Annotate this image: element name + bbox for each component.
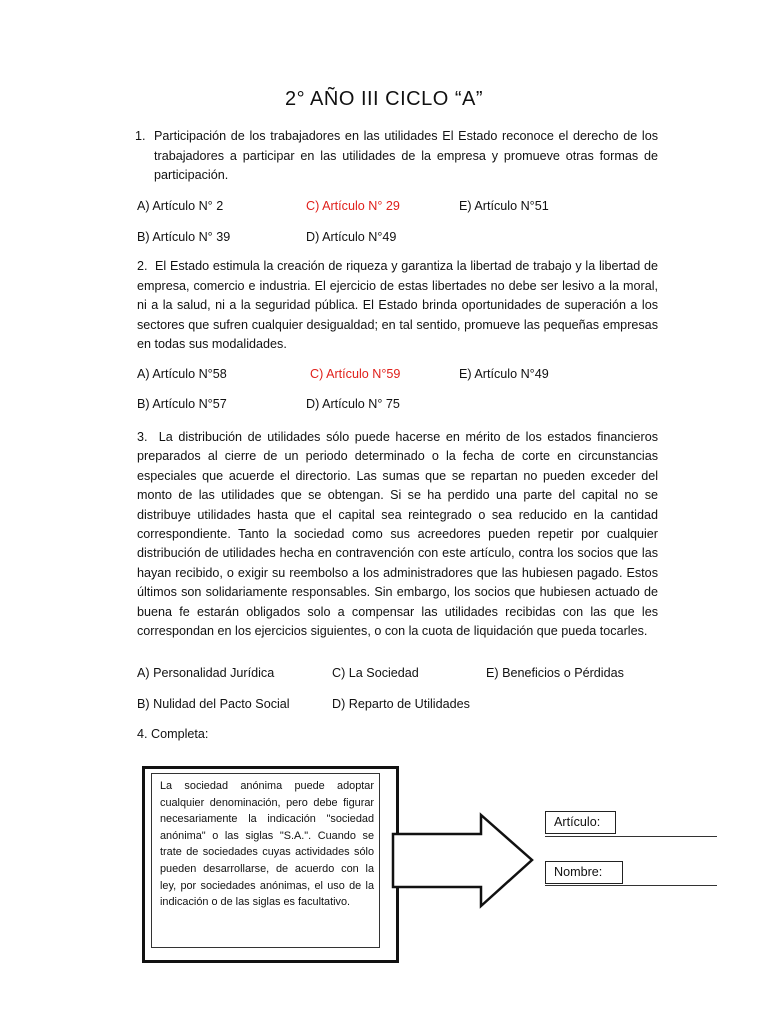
articulo-answer-line[interactable] — [545, 836, 717, 837]
question-number: 1. — [135, 129, 146, 143]
option-e[interactable]: E) Artículo N°51 — [459, 199, 549, 213]
option-d[interactable]: D) Reparto de Utilidades — [332, 697, 470, 711]
option-b[interactable]: B) Nulidad del Pacto Social — [137, 697, 290, 711]
question-3 — [137, 428, 658, 641]
question-text: Participación de los trabajadores en las utilidades El Estado reconoce el derecho de los trabajadores a participar en las utilidades de la empresa y promueve otras formas de participación. — [154, 129, 658, 183]
text-box-content: La sociedad anónima puede adoptar cualquier denominación, pero debe figurar necesariamente la indicación "sociedad anónima" o las siglas "S.A.". Cuando se trate de sociedades cuyas actividades sólo pueden desarrollarse, de acuerdo con la ley, por sociedades anónimas, el uso de la indicación o de las siglas es facultativo. — [151, 773, 380, 948]
articulo-label: Artículo: — [545, 811, 616, 834]
option-d[interactable]: D) Artículo N° 75 — [306, 397, 400, 411]
option-e[interactable]: E) Beneficios o Pérdidas — [486, 666, 624, 680]
option-c-correct[interactable]: C) Artículo N° 29 — [306, 199, 400, 213]
question-number: 3. — [137, 430, 148, 444]
question-text: El Estado estimula la creación de riqueza y garantiza la libertad de trabajo y la libertad de empresa, comercio e industria. El ejercicio de estas libertades no debe ser lesivo a la moral, ni a la salud, ni a la seguridad pública. El Estado brinda oportunidades de superación a los sectores que sufren cualquier desigualdad; en tal sentido, promueve las pequeñas empresas en todas sus modalidades. — [137, 259, 658, 352]
option-b[interactable]: B) Artículo N°57 — [137, 397, 227, 411]
nombre-label: Nombre: — [545, 861, 623, 884]
question-text: La distribución de utilidades sólo puede hacerse en mérito de los estados financieros preparados al cierre de un periodo determinado o la fecha de corte en circunstancias especiales que acuerde el directorio. Las sumas que se repartan no pueden exceder del monto de las utilidades que se obtengan. Si se ha perdido una parte del capital no se distribuye utilidades hasta que el capital sea reintegrado o sea reducido en la cantidad correspondiente. Tanto la sociedad como sus acreedores pueden repetir por cualquier distribución de utilidades hecha en contravención con este artículo, contra los socios que las hayan recibido, o exigir su reembolso a los administradores que las hubiesen pagado. Estos últimos son solidariamente responsables. Sin embargo, los socios que hubiesen actuado de buena fe estarán obligados solo a compensar las utilidades recibidas con las que les correspondan en los ejercicios siguientes, o con la cuota de liquidación que pueda tocarles. — [137, 430, 658, 639]
question-number: 2. — [137, 259, 148, 273]
nombre-answer-line[interactable] — [545, 885, 717, 886]
option-a[interactable]: A) Personalidad Jurídica — [137, 666, 275, 680]
page-title: 2° AÑO III CICLO “A” — [284, 88, 484, 110]
option-b[interactable]: B) Artículo N° 39 — [137, 230, 231, 244]
option-c[interactable]: C) La Sociedad — [332, 666, 419, 680]
option-d[interactable]: D) Artículo N°49 — [306, 230, 397, 244]
option-a[interactable]: A) Artículo N° 2 — [137, 199, 224, 213]
option-c-correct[interactable]: C) Artículo N°59 — [310, 367, 401, 381]
question-4-heading: 4. Completa: — [137, 727, 209, 741]
right-arrow-icon — [393, 815, 532, 906]
option-a[interactable]: A) Artículo N°58 — [137, 367, 227, 381]
option-e[interactable]: E) Artículo N°49 — [459, 367, 549, 381]
question-1 — [135, 127, 658, 186]
question-2 — [137, 257, 658, 355]
